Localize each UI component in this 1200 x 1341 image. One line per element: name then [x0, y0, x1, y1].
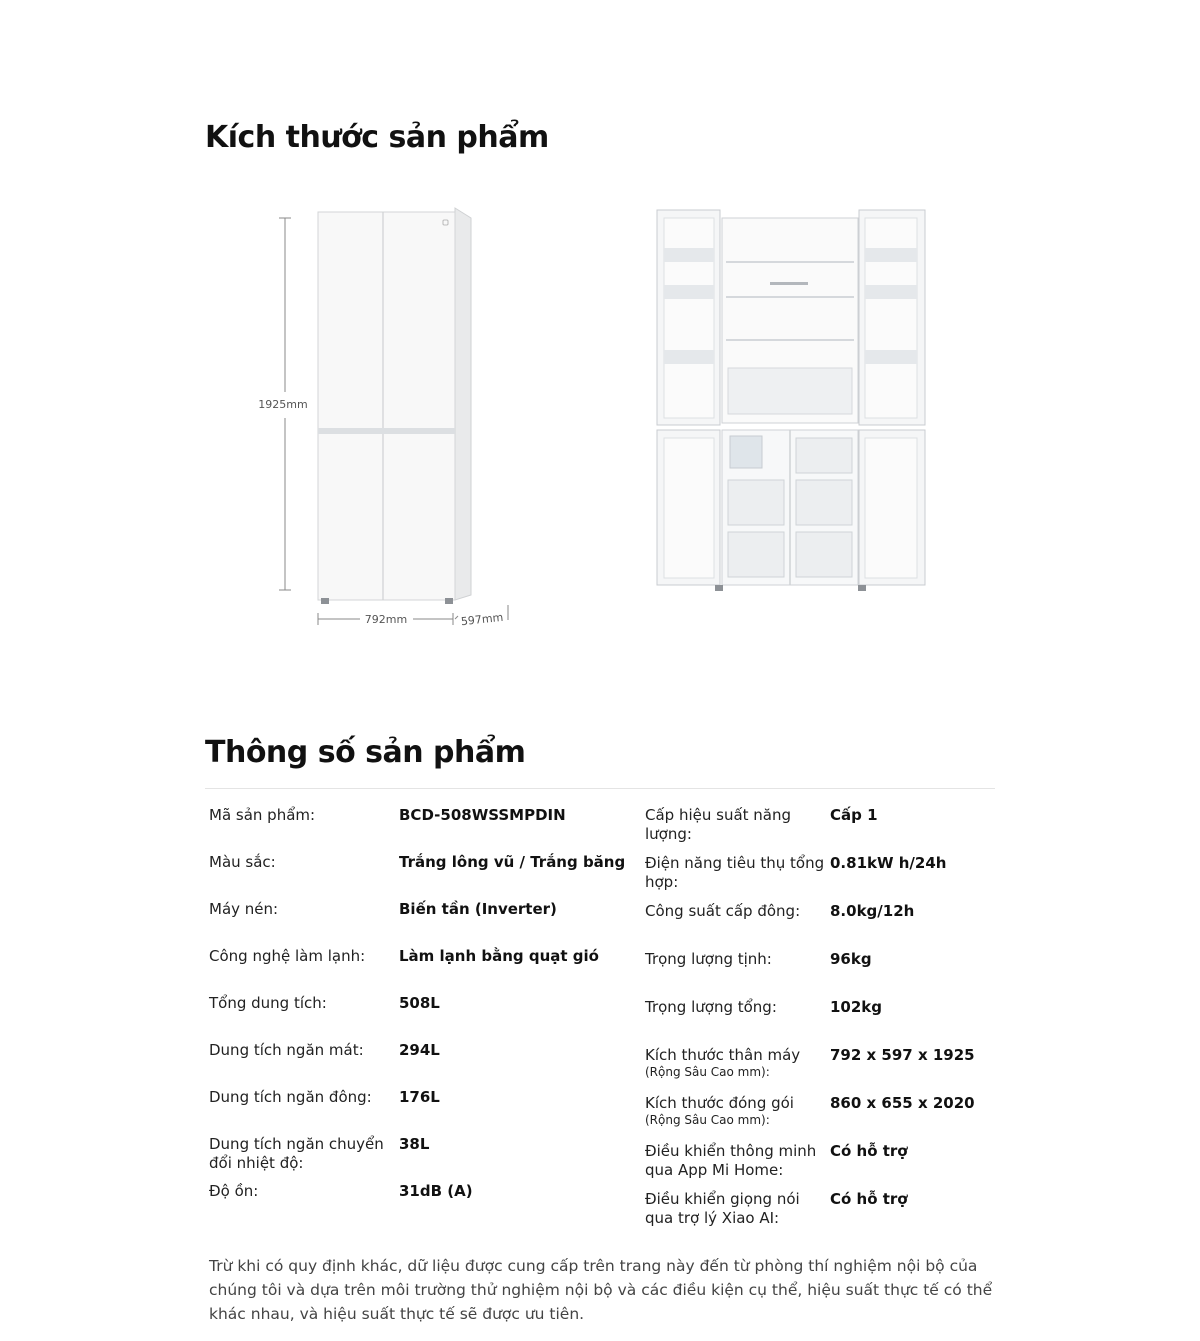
spec-row — [645, 998, 1005, 1046]
spec-row — [209, 1041, 629, 1088]
spec-row — [645, 1046, 1005, 1094]
dimensions-title: Kích thước sản phẩm — [205, 120, 549, 155]
spec-label: Máy nén: — [209, 900, 279, 918]
spec-sublabel: (Rộng Sâu Cao mm): — [645, 1113, 770, 1127]
spec-row — [209, 853, 629, 900]
fridge-closed-dimension-diagram — [255, 200, 525, 640]
spec-row — [645, 902, 1005, 950]
spec-row — [209, 947, 629, 994]
section-divider — [205, 788, 995, 789]
spec-row — [645, 1142, 1005, 1190]
disclaimer-footnote: Trừ khi có quy định khác, dữ liệu được cung cấp trên trang này đến từ phòng thí nghiệm nội bộ của chúng tôi và dựa trên môi trường thử nghiệm nội bộ và các điều kiện cụ thể, hiệu suất thực tế có thể khác nhau, và hiệu suất thực tế sẽ được ưu tiên. — [209, 1257, 993, 1323]
spec-value: 508L — [399, 994, 440, 1012]
spec-value: BCD-508WSSMPDIN — [399, 806, 566, 824]
spec-value: 96kg — [830, 950, 872, 968]
specs-left-column — [209, 806, 629, 1229]
spec-label: Cấp hiệu suất năng lượng: — [645, 806, 792, 843]
spec-row — [645, 854, 1005, 902]
spec-sublabel: (Rộng Sâu Cao mm): — [645, 1065, 770, 1079]
spec-row — [209, 900, 629, 947]
spec-row — [645, 1190, 1005, 1238]
spec-label: Công nghệ làm lạnh: — [209, 947, 366, 965]
spec-row — [645, 950, 1005, 998]
specs-title: Thông số sản phẩm — [205, 735, 526, 770]
spec-label: Trọng lượng tổng: — [645, 998, 777, 1016]
spec-label: Công suất cấp đông: — [645, 902, 801, 920]
spec-label: Dung tích ngăn mát: — [209, 1041, 364, 1059]
spec-row — [645, 1094, 1005, 1142]
spec-value: 31dB (A) — [399, 1182, 473, 1200]
spec-label: Màu sắc: — [209, 853, 276, 871]
spec-row — [209, 994, 629, 1041]
spec-label: Kích thước đóng gói (Rộng Sâu Cao mm): — [645, 1094, 830, 1142]
spec-value: 0.81kW h/24h — [830, 854, 947, 872]
spec-value: 792 x 597 x 1925 — [830, 1046, 975, 1064]
spec-value: Làm lạnh bằng quạt gió — [399, 947, 599, 965]
spec-label: Kích thước thân máy (Rộng Sâu Cao mm): — [645, 1046, 830, 1094]
spec-label: Tổng dung tích: — [209, 994, 327, 1012]
spec-value: Có hỗ trợ — [830, 1142, 908, 1160]
spec-value: 102kg — [830, 998, 883, 1016]
height-dimension-label: 1925mm — [258, 398, 308, 411]
spec-label: Trọng lượng tịnh: — [645, 950, 772, 968]
spec-label: Dung tích ngăn chuyển đổi nhiệt độ: — [209, 1135, 384, 1172]
spec-value: 176L — [399, 1088, 440, 1106]
spec-label: Mã sản phẩm: — [209, 806, 316, 824]
spec-label: Điện năng tiêu thụ tổng hợp: — [645, 854, 825, 891]
specs-right-column — [645, 806, 1005, 1238]
spec-value: 294L — [399, 1041, 440, 1059]
spec-row — [645, 806, 1005, 854]
spec-label: Dung tích ngăn đông: — [209, 1088, 372, 1106]
fridge-open-interior-image — [650, 200, 935, 600]
spec-value: Trắng lông vũ / Trắng băng — [399, 853, 626, 871]
spec-label: Độ ồn: — [209, 1182, 259, 1200]
width-dimension-label: 792mm — [364, 613, 408, 626]
spec-row — [209, 1182, 629, 1229]
spec-row — [209, 1135, 629, 1182]
spec-row — [209, 1088, 629, 1135]
spec-value: Cấp 1 — [830, 806, 878, 824]
spec-label: Điều khiển thông minh qua App Mi Home: — [645, 1142, 817, 1179]
depth-dimension-label: 597mm — [460, 610, 504, 629]
spec-value: 860 x 655 x 2020 — [830, 1094, 975, 1112]
spec-value: Có hỗ trợ — [830, 1190, 908, 1208]
spec-value: Biến tần (Inverter) — [399, 900, 557, 918]
spec-value: 38L — [399, 1135, 430, 1153]
spec-row — [209, 806, 629, 853]
spec-value: 8.0kg/12h — [830, 902, 915, 920]
spec-label: Điều khiển giọng nói qua trợ lý Xiao AI: — [645, 1190, 800, 1227]
